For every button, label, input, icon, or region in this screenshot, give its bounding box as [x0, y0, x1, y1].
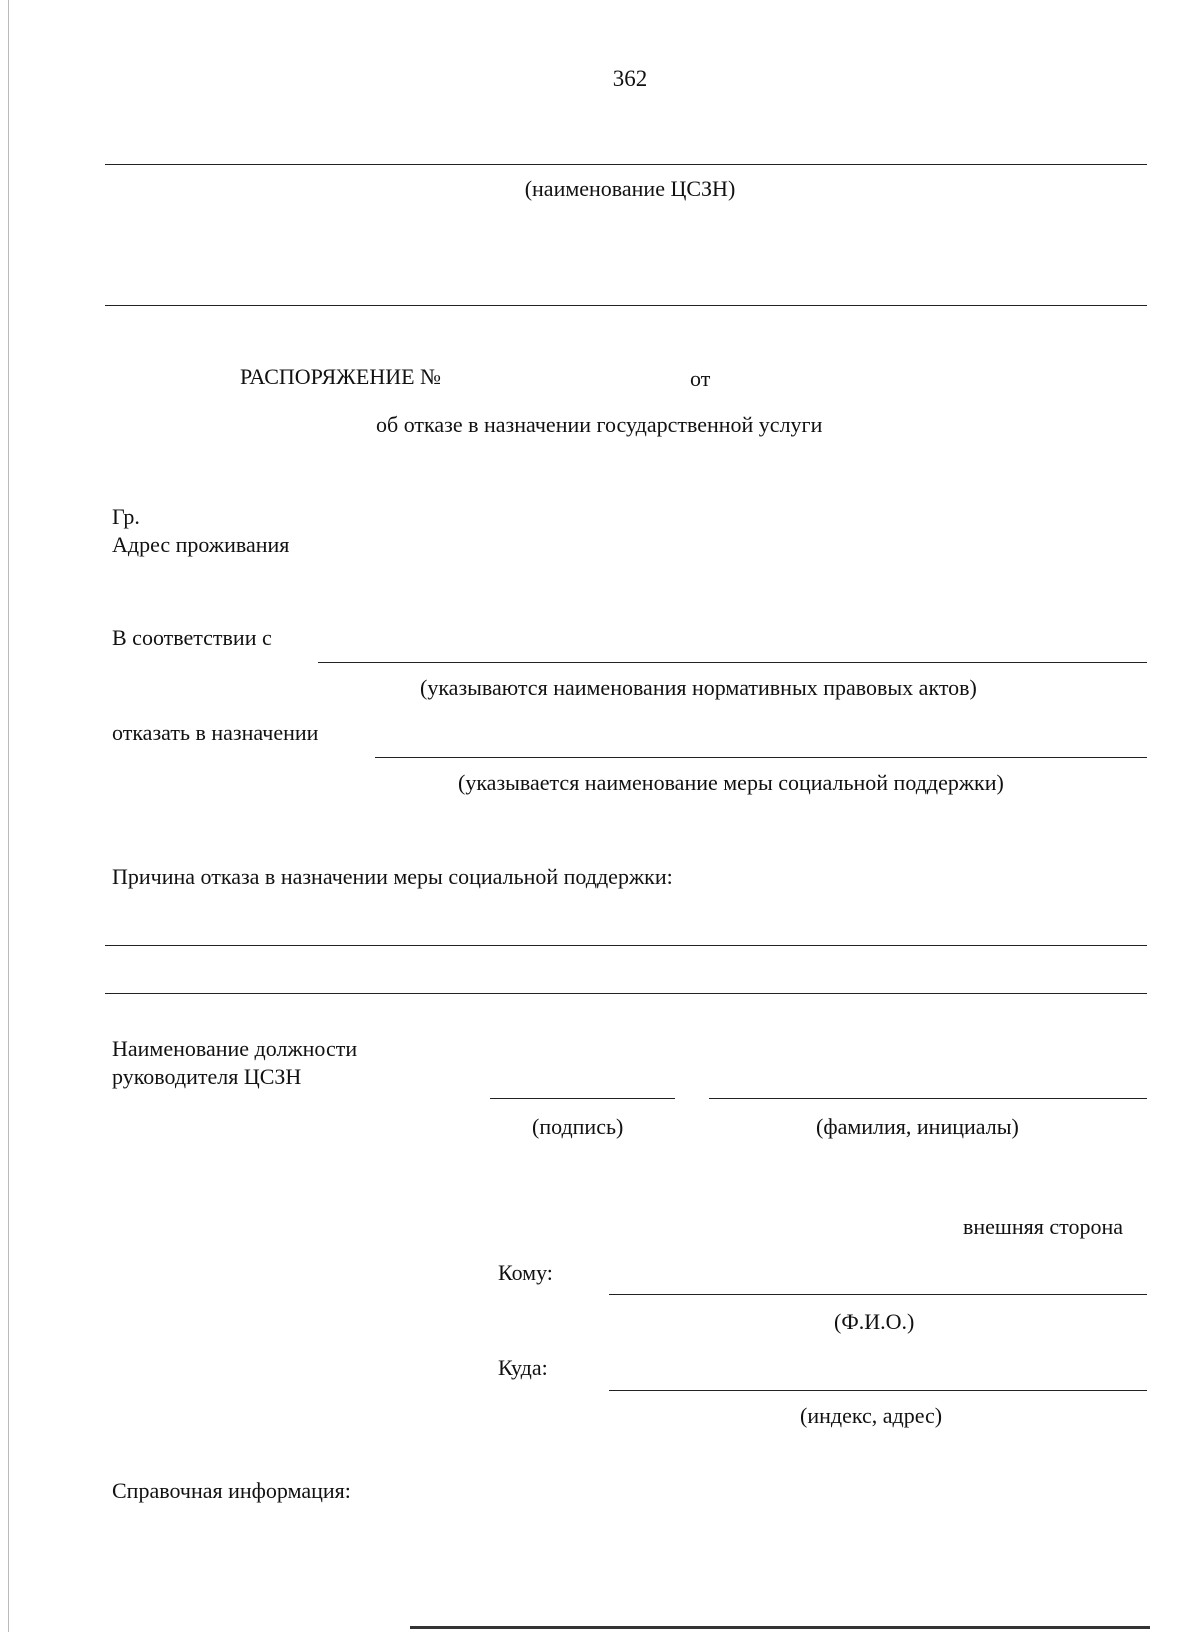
refusal-input-line[interactable]: [375, 757, 1147, 758]
signature-caption: (подпись): [532, 1114, 624, 1139]
org-name-line[interactable]: [105, 164, 1147, 165]
reason-label: Причина отказа в назначении меры социальной поддержки:: [112, 864, 673, 889]
page-number: 362: [612, 66, 648, 91]
envelope-side-label: внешняя сторона: [963, 1214, 1124, 1239]
reason-line-1[interactable]: [105, 945, 1147, 946]
address-label: Куда:: [498, 1355, 548, 1380]
order-subject: об отказе в назначении государственной услуги: [376, 412, 823, 437]
org-address-line[interactable]: [105, 305, 1147, 306]
reference-info-label: Справочная информация:: [112, 1478, 351, 1503]
full-name-caption: (фамилия, инициалы): [816, 1114, 1019, 1139]
recipient-line[interactable]: [609, 1294, 1147, 1295]
order-title: РАСПОРЯЖЕНИЕ №: [240, 364, 442, 389]
refusal-label: отказать в назначении: [112, 720, 319, 745]
full-name-line[interactable]: [709, 1098, 1147, 1099]
bottom-scan-edge: [410, 1626, 1150, 1629]
address-line[interactable]: [609, 1390, 1147, 1391]
recipient-caption: (Ф.И.О.): [834, 1309, 915, 1334]
position-title-line1: Наименование должности: [112, 1036, 358, 1061]
basis-caption: (указываются наименования нормативных правовых актов): [420, 675, 977, 700]
recipient-label: Кому:: [498, 1260, 553, 1285]
page-edge: [8, 0, 9, 1632]
reason-line-2[interactable]: [105, 993, 1147, 994]
citizen-name-label: Гр.: [112, 504, 140, 529]
order-date-label: от: [690, 366, 711, 391]
signature-line[interactable]: [490, 1098, 675, 1099]
basis-input-line[interactable]: [318, 662, 1147, 663]
refusal-caption: (указывается наименование меры социальной поддержки): [458, 770, 1004, 795]
basis-label: В соответствии с: [112, 625, 272, 650]
org-name-caption: (наименование ЦСЗН): [524, 176, 736, 201]
position-title-line2: руководителя ЦСЗН: [112, 1064, 302, 1089]
citizen-address-label: Адрес проживания: [112, 532, 290, 557]
address-caption: (индекс, адрес): [800, 1403, 943, 1428]
